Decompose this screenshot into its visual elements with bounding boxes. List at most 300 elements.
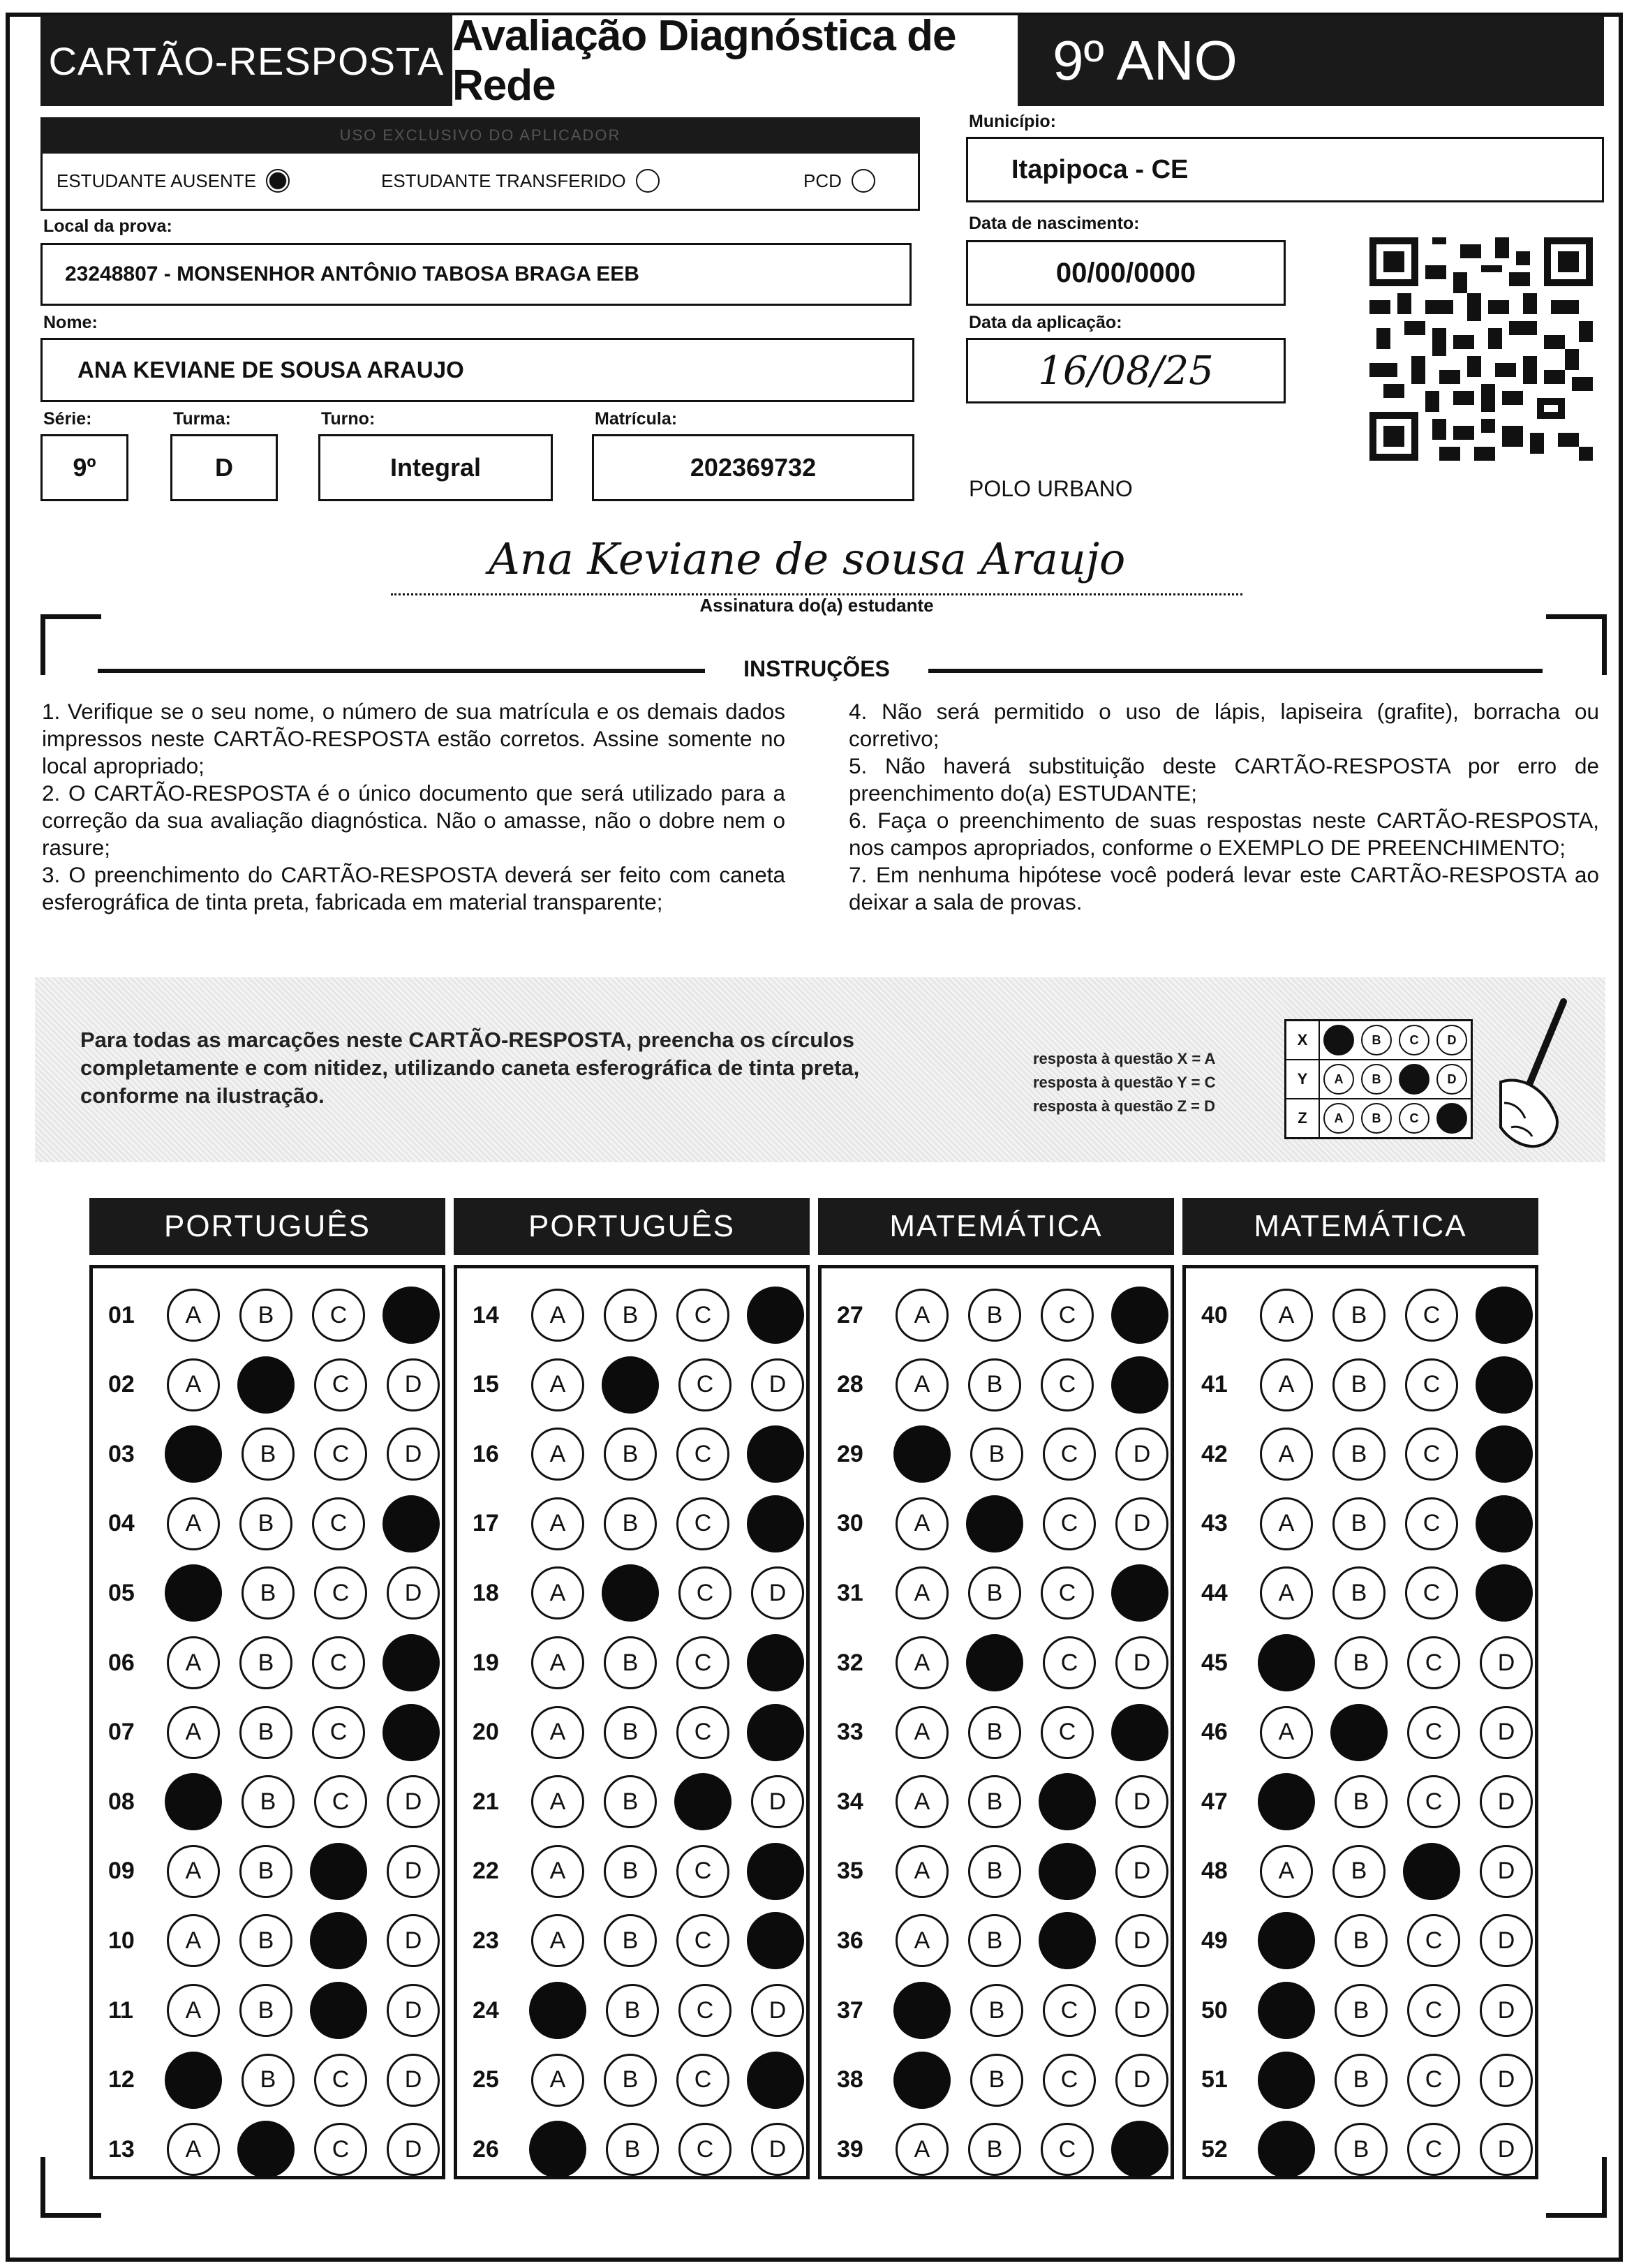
- answer-bubble-c[interactable]: C: [314, 1775, 367, 1828]
- answer-bubble-c[interactable]: C: [676, 1914, 729, 1967]
- answer-bubble-b[interactable]: B: [606, 1984, 659, 2037]
- question-row: [108, 1562, 440, 1624]
- answer-bubble-b[interactable]: B: [1332, 1289, 1386, 1342]
- answer-bubble-a[interactable]: A: [531, 1914, 584, 1967]
- answer-bubble-b[interactable]: B: [239, 1289, 292, 1342]
- answer-bubble-c[interactable]: C: [678, 1358, 731, 1411]
- answer-bubble-a[interactable]: A: [1258, 2121, 1315, 2178]
- answer-bubble-d[interactable]: D: [747, 1843, 804, 1900]
- answer-bubble-d[interactable]: D: [1480, 1914, 1533, 1967]
- answer-bubble-a[interactable]: A: [531, 1636, 584, 1689]
- answer-bubble-b[interactable]: B: [1332, 1428, 1386, 1481]
- answer-bubble-c[interactable]: C: [678, 2123, 731, 2176]
- local-field: [40, 243, 912, 306]
- answer-bubble-a[interactable]: A: [1258, 1634, 1315, 1691]
- example-bubble: C: [1399, 1025, 1429, 1055]
- question-number: 24: [473, 1996, 499, 2024]
- question-row: [473, 2049, 804, 2112]
- answer-bubble-a[interactable]: A: [1258, 2052, 1315, 2109]
- answer-bubble-a[interactable]: A: [531, 1845, 584, 1898]
- answer-bubble-d[interactable]: D: [387, 2123, 440, 2176]
- question-number: 25: [473, 2066, 499, 2093]
- answer-bubble-d[interactable]: D: [1476, 1287, 1533, 1344]
- answer-bubble-b[interactable]: B: [968, 1914, 1021, 1967]
- answer-bubble-c[interactable]: C: [312, 1289, 365, 1342]
- answer-bubble-d[interactable]: D: [1476, 1564, 1533, 1622]
- answer-bubble-b[interactable]: B: [970, 2054, 1023, 2107]
- answer-bubble-a[interactable]: A: [529, 2121, 586, 2178]
- answer-bubble-a[interactable]: A: [1258, 1982, 1315, 2039]
- answer-bubble-a[interactable]: A: [896, 1775, 949, 1828]
- answer-bubble-a[interactable]: A: [167, 1706, 220, 1759]
- answer-bubble-a[interactable]: A: [1260, 1289, 1313, 1342]
- exam-title: Avaliação Diagnóstica de Rede: [452, 15, 1018, 106]
- answer-bubble-d[interactable]: D: [1111, 1287, 1168, 1344]
- answer-bubble-c[interactable]: C: [1041, 1706, 1094, 1759]
- answer-bubble-a[interactable]: A: [167, 1289, 220, 1342]
- answer-bubble-c[interactable]: C: [314, 1358, 367, 1411]
- answer-bubble-c[interactable]: C: [1405, 1497, 1458, 1550]
- corner-mark: [1546, 2157, 1607, 2218]
- answer-bubble-c[interactable]: C: [1403, 1843, 1460, 1900]
- applicator-only-bar: USO EXCLUSIVO DO APLICADOR: [40, 117, 920, 154]
- answer-bubble-c[interactable]: C: [1407, 1914, 1460, 1967]
- answer-bubble-d[interactable]: D: [1115, 1914, 1168, 1967]
- municipio-label: Município:: [969, 112, 1056, 131]
- answer-bubble-b[interactable]: B: [239, 1914, 292, 1967]
- answer-bubble-b[interactable]: B: [242, 1428, 295, 1481]
- fill-example-text: Para todas as marcações neste CARTÃO-RESPOSTA, preencha os círculos completamente e com nitidez, utilizando caneta esferográfica de tinta preta, conforme na ilustração.: [80, 1028, 860, 1108]
- answer-bubble-c[interactable]: C: [1039, 1843, 1096, 1900]
- answer-bubble-b[interactable]: B: [1335, 1636, 1388, 1689]
- answer-bubble-b[interactable]: B: [1332, 1845, 1386, 1898]
- answer-bubble-a[interactable]: A: [167, 1845, 220, 1898]
- answer-bubble-b[interactable]: B: [966, 1634, 1023, 1691]
- question-number: 46: [1201, 1719, 1228, 1746]
- answer-bubble-c[interactable]: C: [676, 1428, 729, 1481]
- answer-bubble-c[interactable]: C: [1407, 1706, 1460, 1759]
- answer-bubble-b[interactable]: B: [606, 2123, 659, 2176]
- legend-z: resposta à questão Z = D: [1033, 1097, 1216, 1115]
- answer-bubble-d[interactable]: D: [1115, 1636, 1168, 1689]
- answer-bubble-b[interactable]: B: [1332, 1566, 1386, 1620]
- answer-bubble-b[interactable]: B: [968, 1845, 1021, 1898]
- answer-bubble-b[interactable]: B: [604, 1289, 657, 1342]
- answer-bubble-c[interactable]: C: [678, 1566, 731, 1620]
- instruction-1: 1. Verifique se o seu nome, o número de sua matrícula e os demais dados impressos neste CARTÃO-RESPOSTA estão corretos. Assine somente no local apropriado;: [42, 699, 785, 778]
- answer-bubble-d[interactable]: D: [1480, 1984, 1533, 2037]
- answer-bubble-c[interactable]: C: [1407, 1984, 1460, 2037]
- answer-bubble-d[interactable]: D: [382, 1634, 440, 1691]
- answer-bubble-d[interactable]: D: [747, 1425, 804, 1483]
- applicator-options: [40, 154, 920, 211]
- answer-bubble-a[interactable]: A: [165, 1564, 222, 1622]
- answer-bubble-a[interactable]: A: [165, 1773, 222, 1830]
- answer-bubble-b[interactable]: B: [604, 1706, 657, 1759]
- answer-bubble-c[interactable]: C: [312, 1497, 365, 1550]
- answer-bubble-a[interactable]: A: [1260, 1706, 1313, 1759]
- answer-bubble-b[interactable]: B: [1330, 1704, 1388, 1761]
- answer-bubble-d[interactable]: D: [1115, 1775, 1168, 1828]
- question-number: 47: [1201, 1788, 1228, 1815]
- answer-bubble-a[interactable]: A: [531, 1566, 584, 1620]
- answer-bubble-b[interactable]: B: [239, 1845, 292, 1898]
- answer-bubble-a[interactable]: A: [1260, 1428, 1313, 1481]
- answer-bubble-c[interactable]: C: [676, 1845, 729, 1898]
- question-number: 04: [108, 1510, 135, 1537]
- answer-bubble-c[interactable]: C: [1405, 1566, 1458, 1620]
- serie-value: 9º: [73, 453, 96, 482]
- transferred-label: ESTUDANTE TRANSFERIDO: [381, 170, 626, 191]
- answer-bubble-a[interactable]: A: [896, 1706, 949, 1759]
- question-row: [473, 1354, 804, 1416]
- question-number: 33: [837, 1719, 863, 1746]
- question-row: [837, 2049, 1168, 2112]
- answer-bubble-d[interactable]: D: [1480, 2123, 1533, 2176]
- example-bubble: C: [1399, 1103, 1429, 1134]
- answer-bubble-a[interactable]: A: [531, 1289, 584, 1342]
- answer-bubble-c[interactable]: C: [312, 1706, 365, 1759]
- answer-bubble-a[interactable]: A: [531, 1497, 584, 1550]
- answer-bubble-c[interactable]: C: [676, 1636, 729, 1689]
- answer-bubble-b[interactable]: B: [968, 1775, 1021, 1828]
- answer-bubble-d[interactable]: D: [1476, 1356, 1533, 1414]
- question-number: 16: [473, 1440, 499, 1467]
- answer-bubble-b[interactable]: B: [968, 2123, 1021, 2176]
- turno-field: [318, 434, 553, 501]
- answer-bubble-d[interactable]: D: [1111, 2121, 1168, 2178]
- answer-bubble-d[interactable]: D: [1115, 2054, 1168, 2107]
- grade-label: 9º ANO: [1018, 15, 1604, 106]
- answer-bubble-c[interactable]: C: [1405, 1428, 1458, 1481]
- question-number: 14: [473, 1301, 499, 1328]
- answer-bubble-d[interactable]: D: [747, 1704, 804, 1761]
- answer-bubble-c[interactable]: C: [1043, 1984, 1096, 2037]
- answer-bubble-a[interactable]: A: [1260, 1497, 1313, 1550]
- example-bubble: C: [1399, 1064, 1429, 1095]
- answer-bubble-c[interactable]: C: [1407, 1775, 1460, 1828]
- card-title: CARTÃO-RESPOSTA: [40, 15, 452, 106]
- answer-bubble-d[interactable]: D: [751, 1358, 804, 1411]
- answer-bubble-c[interactable]: C: [310, 1912, 367, 1969]
- answer-bubble-c[interactable]: C: [1039, 1912, 1096, 1969]
- answer-bubble-a[interactable]: A: [531, 1775, 584, 1828]
- answer-bubble-d[interactable]: D: [1480, 1775, 1533, 1828]
- answer-bubble-b[interactable]: B: [1335, 2054, 1388, 2107]
- question-number: 02: [108, 1371, 135, 1398]
- answer-bubble-d[interactable]: D: [747, 1634, 804, 1691]
- turma-value: D: [215, 453, 233, 482]
- answer-bubble-d[interactable]: D: [1111, 1356, 1168, 1414]
- example-bubble: A: [1323, 1064, 1354, 1095]
- question-row: [473, 1562, 804, 1624]
- question-row: [837, 1284, 1168, 1347]
- answer-bubble-c[interactable]: C: [1407, 2054, 1460, 2107]
- turno-value: Integral: [389, 453, 482, 482]
- answer-bubble-c[interactable]: C: [314, 2054, 367, 2107]
- answer-bubble-a[interactable]: A: [893, 1425, 951, 1483]
- answer-bubble-b[interactable]: B: [604, 1428, 657, 1481]
- question-row: [473, 1631, 804, 1694]
- answer-bubble-d[interactable]: D: [387, 1358, 440, 1411]
- answer-bubble-b[interactable]: B: [1335, 2123, 1388, 2176]
- question-number: 12: [108, 2066, 135, 2093]
- instructions-title: INSTRUÇÕES: [743, 656, 890, 681]
- answer-bubble-d[interactable]: D: [387, 1428, 440, 1481]
- turma-field: [170, 434, 278, 501]
- answer-bubble-b[interactable]: B: [968, 1706, 1021, 1759]
- pcd-checkbox[interactable]: [852, 169, 875, 193]
- answer-bubble-d[interactable]: D: [1480, 2054, 1533, 2107]
- question-row: [837, 1562, 1168, 1624]
- answer-bubble-a[interactable]: A: [167, 2123, 220, 2176]
- answer-bubble-b[interactable]: B: [239, 1636, 292, 1689]
- example-bubble: B: [1361, 1025, 1392, 1055]
- answer-bubble-a[interactable]: A: [165, 1425, 222, 1483]
- answer-bubble-b[interactable]: B: [604, 1914, 657, 1967]
- section-header: MATEMÁTICA: [818, 1198, 1174, 1255]
- answer-bubble-a[interactable]: A: [1258, 1912, 1315, 1969]
- answer-bubble-a[interactable]: A: [1260, 1845, 1313, 1898]
- question-number: 21: [473, 1788, 499, 1815]
- answer-bubble-a[interactable]: A: [167, 1497, 220, 1550]
- absent-option[interactable]: [57, 169, 290, 193]
- answer-bubble-a[interactable]: A: [896, 1358, 949, 1411]
- answer-bubble-a[interactable]: A: [167, 1358, 220, 1411]
- answer-bubble-d[interactable]: D: [1111, 1564, 1168, 1622]
- answer-bubble-a[interactable]: A: [896, 1914, 949, 1967]
- answer-bubble-b[interactable]: B: [1332, 1358, 1386, 1411]
- transferred-option[interactable]: [381, 169, 660, 193]
- question-number: 23: [473, 1927, 499, 1954]
- example-row-label: X: [1286, 1021, 1320, 1059]
- answer-bubble-a[interactable]: A: [165, 2052, 222, 2109]
- question-row: [837, 1492, 1168, 1555]
- question-number: 03: [108, 1440, 135, 1467]
- answer-bubble-d[interactable]: D: [387, 2054, 440, 2107]
- question-row: [473, 2118, 804, 2181]
- answer-bubble-d[interactable]: D: [1476, 1425, 1533, 1483]
- answer-bubble-c[interactable]: C: [310, 1982, 367, 2039]
- answer-bubble-c[interactable]: C: [676, 2054, 729, 2107]
- answer-bubble-d[interactable]: D: [751, 1775, 804, 1828]
- question-number: 37: [837, 1996, 863, 2024]
- answer-bubble-a[interactable]: A: [896, 1845, 949, 1898]
- answer-bubble-b[interactable]: B: [604, 1845, 657, 1898]
- question-row: [837, 1909, 1168, 1972]
- answer-column: [89, 1265, 445, 2179]
- answer-bubble-d[interactable]: D: [751, 1984, 804, 2037]
- answer-bubble-a[interactable]: A: [167, 1984, 220, 2037]
- transferred-checkbox[interactable]: [636, 169, 660, 193]
- answer-bubble-d[interactable]: D: [387, 1984, 440, 2037]
- answer-bubble-a[interactable]: A: [1258, 1773, 1315, 1830]
- example-bubble: B: [1361, 1103, 1392, 1134]
- turma-label: Turma:: [173, 409, 231, 429]
- application-date-label: Data da aplicação:: [969, 313, 1122, 332]
- answer-bubble-d[interactable]: D: [1480, 1845, 1533, 1898]
- absent-label: ESTUDANTE AUSENTE: [57, 170, 257, 191]
- answer-bubble-c[interactable]: C: [1041, 1358, 1094, 1411]
- answer-bubble-a[interactable]: A: [896, 1497, 949, 1550]
- answer-bubble-d[interactable]: D: [387, 1845, 440, 1898]
- answer-bubble-c[interactable]: C: [314, 1428, 367, 1481]
- answer-bubble-c[interactable]: C: [314, 2123, 367, 2176]
- answer-bubble-b[interactable]: B: [970, 1428, 1023, 1481]
- answer-bubble-a[interactable]: A: [167, 1636, 220, 1689]
- answer-bubble-b[interactable]: B: [242, 2054, 295, 2107]
- answer-bubble-b[interactable]: B: [602, 1356, 659, 1414]
- matricula-label: Matrícula:: [595, 409, 678, 429]
- birthdate-label: Data de nascimento:: [969, 214, 1140, 233]
- answer-bubble-c[interactable]: C: [312, 1636, 365, 1689]
- answer-bubble-b[interactable]: B: [237, 1356, 295, 1414]
- answer-bubble-a[interactable]: A: [896, 2123, 949, 2176]
- answer-bubble-c[interactable]: C: [1407, 1636, 1460, 1689]
- question-number: 28: [837, 1371, 863, 1398]
- answer-bubble-c[interactable]: C: [1041, 1566, 1094, 1620]
- answer-bubble-a[interactable]: A: [896, 1566, 949, 1620]
- question-row: [473, 1492, 804, 1555]
- answer-bubble-a[interactable]: A: [1260, 1566, 1313, 1620]
- application-date-field[interactable]: [966, 338, 1286, 403]
- question-row: [473, 1423, 804, 1485]
- answer-bubble-b[interactable]: B: [968, 1358, 1021, 1411]
- question-row: [1201, 1354, 1533, 1416]
- answer-bubble-b[interactable]: B: [1335, 1914, 1388, 1967]
- answer-bubble-a[interactable]: A: [531, 1706, 584, 1759]
- answer-bubble-d[interactable]: D: [1480, 1706, 1533, 1759]
- answer-bubble-b[interactable]: B: [604, 1497, 657, 1550]
- question-row: [473, 1701, 804, 1764]
- answer-bubble-a[interactable]: A: [896, 1289, 949, 1342]
- answer-bubble-d[interactable]: D: [1111, 1704, 1168, 1761]
- answer-bubble-c[interactable]: C: [676, 1289, 729, 1342]
- answer-bubble-a[interactable]: A: [893, 1982, 951, 2039]
- answer-bubble-d[interactable]: D: [1115, 1845, 1168, 1898]
- answer-bubble-d[interactable]: D: [382, 1287, 440, 1344]
- answer-bubble-d[interactable]: D: [1480, 1636, 1533, 1689]
- question-row: [473, 1770, 804, 1833]
- answer-bubble-b[interactable]: B: [239, 1497, 292, 1550]
- question-number: 01: [108, 1301, 135, 1328]
- answer-bubble-b[interactable]: B: [1335, 1775, 1388, 1828]
- question-row: [1201, 1979, 1533, 2042]
- answer-bubble-a[interactable]: A: [896, 1636, 949, 1689]
- answer-bubble-c[interactable]: C: [1043, 1497, 1096, 1550]
- example-bubble: D: [1436, 1064, 1467, 1095]
- instruction-4: 4. Não será permitido o uso de lápis, lapiseira (grafite), borracha ou corretivo;: [849, 699, 1599, 751]
- question-row: [1201, 1631, 1533, 1694]
- answer-bubble-a[interactable]: A: [893, 2052, 951, 2109]
- answer-bubble-c[interactable]: C: [1405, 1289, 1458, 1342]
- answer-bubble-d[interactable]: D: [747, 2052, 804, 2109]
- answer-bubble-d[interactable]: D: [1115, 1984, 1168, 2037]
- answer-bubble-b[interactable]: B: [970, 1984, 1023, 2037]
- answer-bubble-c[interactable]: C: [678, 1984, 731, 2037]
- answer-bubble-c[interactable]: C: [1405, 1358, 1458, 1411]
- answer-bubble-c[interactable]: C: [1041, 2123, 1094, 2176]
- answer-bubble-d[interactable]: D: [751, 2123, 804, 2176]
- answer-bubble-d[interactable]: D: [1115, 1497, 1168, 1550]
- instructions-left: [42, 698, 785, 916]
- answer-bubble-d[interactable]: D: [387, 1914, 440, 1967]
- answer-bubble-c[interactable]: C: [1407, 2123, 1460, 2176]
- question-row: [473, 1284, 804, 1347]
- question-row: [108, 1909, 440, 1972]
- answer-bubble-d[interactable]: D: [382, 1495, 440, 1552]
- answer-bubble-b[interactable]: B: [966, 1495, 1023, 1552]
- answer-bubble-b[interactable]: B: [968, 1289, 1021, 1342]
- answer-bubble-a[interactable]: A: [529, 1982, 586, 2039]
- question-number: 19: [473, 1649, 499, 1676]
- answer-bubble-b[interactable]: B: [604, 2054, 657, 2107]
- question-number: 05: [108, 1579, 135, 1606]
- answer-bubble-a[interactable]: A: [1260, 1358, 1313, 1411]
- answer-bubble-b[interactable]: B: [1335, 1984, 1388, 2037]
- signature-line[interactable]: [391, 533, 1242, 595]
- answer-bubble-a[interactable]: A: [531, 2054, 584, 2107]
- answer-bubble-a[interactable]: A: [531, 1428, 584, 1481]
- answer-bubble-c[interactable]: C: [674, 1773, 731, 1830]
- answer-bubble-d[interactable]: D: [387, 1775, 440, 1828]
- answer-bubble-b[interactable]: B: [239, 1706, 292, 1759]
- example-bubble: A: [1323, 1025, 1354, 1055]
- question-row: [1201, 1492, 1533, 1555]
- answer-bubble-d[interactable]: D: [387, 1566, 440, 1620]
- answer-bubble-d[interactable]: D: [1476, 1495, 1533, 1552]
- answer-bubble-b[interactable]: B: [242, 1775, 295, 1828]
- answer-bubble-a[interactable]: A: [167, 1914, 220, 1967]
- answer-bubble-c[interactable]: C: [1041, 1289, 1094, 1342]
- instruction-5: 5. Não haverá substituição deste CARTÃO-RESPOSTA por erro de preenchimento do(a) ESTUDANTE;: [849, 753, 1599, 806]
- answer-bubble-d[interactable]: D: [751, 1566, 804, 1620]
- answer-bubble-b[interactable]: B: [604, 1775, 657, 1828]
- answer-bubble-d[interactable]: D: [747, 1287, 804, 1344]
- answer-bubble-c[interactable]: C: [1043, 1428, 1096, 1481]
- question-row: [1201, 1701, 1533, 1764]
- answer-bubble-d[interactable]: D: [1115, 1428, 1168, 1481]
- answer-bubble-c[interactable]: C: [676, 1497, 729, 1550]
- absent-checkbox[interactable]: [266, 169, 290, 193]
- answer-bubble-b[interactable]: B: [968, 1566, 1021, 1620]
- answer-bubble-b[interactable]: B: [602, 1564, 659, 1622]
- question-number: 49: [1201, 1927, 1228, 1954]
- answer-bubble-c[interactable]: C: [1039, 1773, 1096, 1830]
- pcd-option[interactable]: [803, 169, 875, 193]
- answer-bubble-c[interactable]: C: [1043, 1636, 1096, 1689]
- instructions-right: [849, 698, 1599, 916]
- answer-bubble-a[interactable]: A: [531, 1358, 584, 1411]
- question-number: 27: [837, 1301, 863, 1328]
- question-row: [1201, 1840, 1533, 1903]
- question-row: [108, 1979, 440, 2042]
- answer-bubble-b[interactable]: B: [239, 1984, 292, 2037]
- answer-bubble-d[interactable]: D: [747, 1912, 804, 1969]
- question-row: [837, 1631, 1168, 1694]
- answer-bubble-c[interactable]: C: [314, 1566, 367, 1620]
- answer-bubble-d[interactable]: D: [747, 1495, 804, 1552]
- answer-bubble-b[interactable]: B: [1332, 1497, 1386, 1550]
- answer-bubble-d[interactable]: D: [382, 1704, 440, 1761]
- answer-bubble-b[interactable]: B: [242, 1566, 295, 1620]
- answer-bubble-c[interactable]: C: [310, 1843, 367, 1900]
- answer-bubble-c[interactable]: C: [676, 1706, 729, 1759]
- answer-bubble-b[interactable]: B: [604, 1636, 657, 1689]
- answer-bubble-c[interactable]: C: [1043, 2054, 1096, 2107]
- turno-label: Turno:: [321, 409, 376, 429]
- answer-bubble-b[interactable]: B: [237, 2121, 295, 2178]
